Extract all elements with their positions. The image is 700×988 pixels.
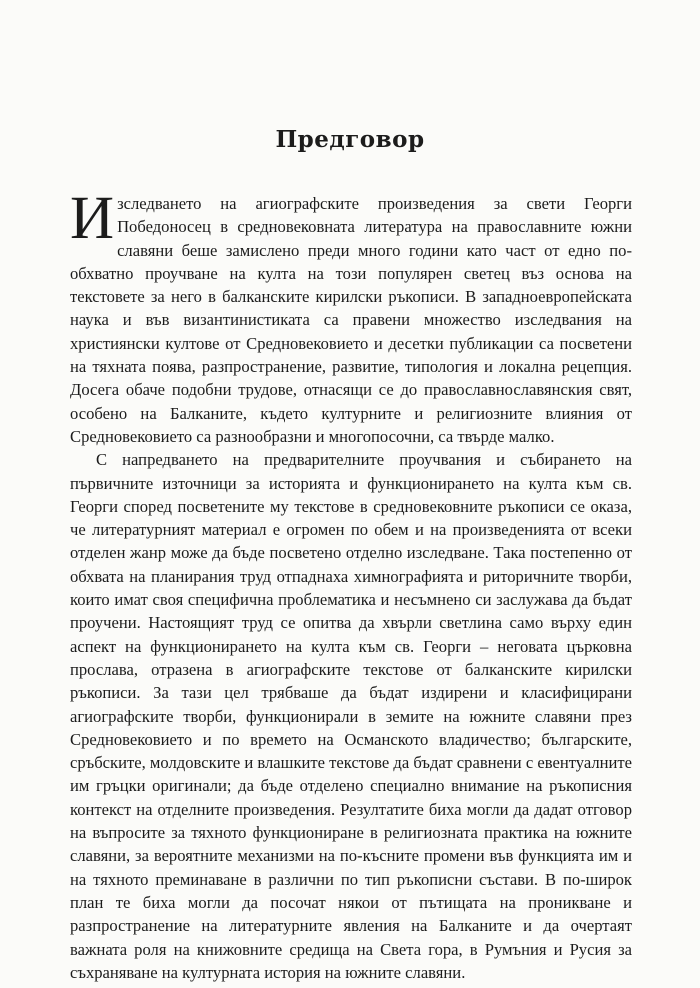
body-text <box>70 185 632 984</box>
page-title: Предговор <box>275 126 425 153</box>
paragraph-1: Изследването на агиографските произведения за свети Георги Победоносец в средновековната литература на православните южни славяни беше замислено преди много години като част от едно по-обхватно проучване на култа на този популярен светец въз основа на текстовете за него в балканските кирилски ръкописи. В западноевропейската наука и във византинистиката са правени множество изследвания на християнски култове от Средновековието и десетки публикации са посветени на тяхната поява, разпространение, развитие, типология и локална рецепция. Досега обаче подобни трудове, отнасящи се до православнославянския свят, особено на Балканите, където културните и религиозните влияния от Средновековието са разнообразни и многопосочни, са твърде малко. <box>70 185 632 446</box>
paragraph-2: С напредването на предварителните проучвания и събирането на първичните източници за историята и функционирането на култа към св. Георги според посветените му текстове в средновековните ръкописи се оказа, че литературният материал е огромен по обем и на произведенията от всеки отделен жанр може да бъде посветено отделно изследване. Така постепенно от обхвата на планирания труд отпаднаха химнографията и риторичните творби, които имат своя специфична проблематика и несъмнено си заслужава да бъдат проучени. Настоящият труд се опитва да хвърли светлина само върху един аспект на функционирането на култа към св. Георги – неговата църковна прослава, отразена в агиографските текстове от балканските кирилски ръкописи. За тази цел трябваше да бъдат издирени и класифицирани агиографските творби, функционирали в земите на южните славяни през Средновековието и по времето на Османското владичество; българските, сръбските, молдовските и влашките текстове да бъдат сравнени с евентуалните им гръцки оригинали; да бъде отделено специално внимание на ръкописния контекст на отделните произведения. Резултатите биха могли да дадат отговор на въпросите за тяхното функциониране в религиозната практика на южните славяни, за вероятните механизми на по-късните промени във функцията им и на тяхното преминаване в различни по тип ръкописни състави. В по-широк план те биха могли да посочат някои от пътищата на проникване и разпространение на литературните явления на Балканите и да очертаят важната роля на книжовните средища на Света гора, в Румъния и Русия за съхраняване на културната история на южните славяни. <box>70 450 632 982</box>
